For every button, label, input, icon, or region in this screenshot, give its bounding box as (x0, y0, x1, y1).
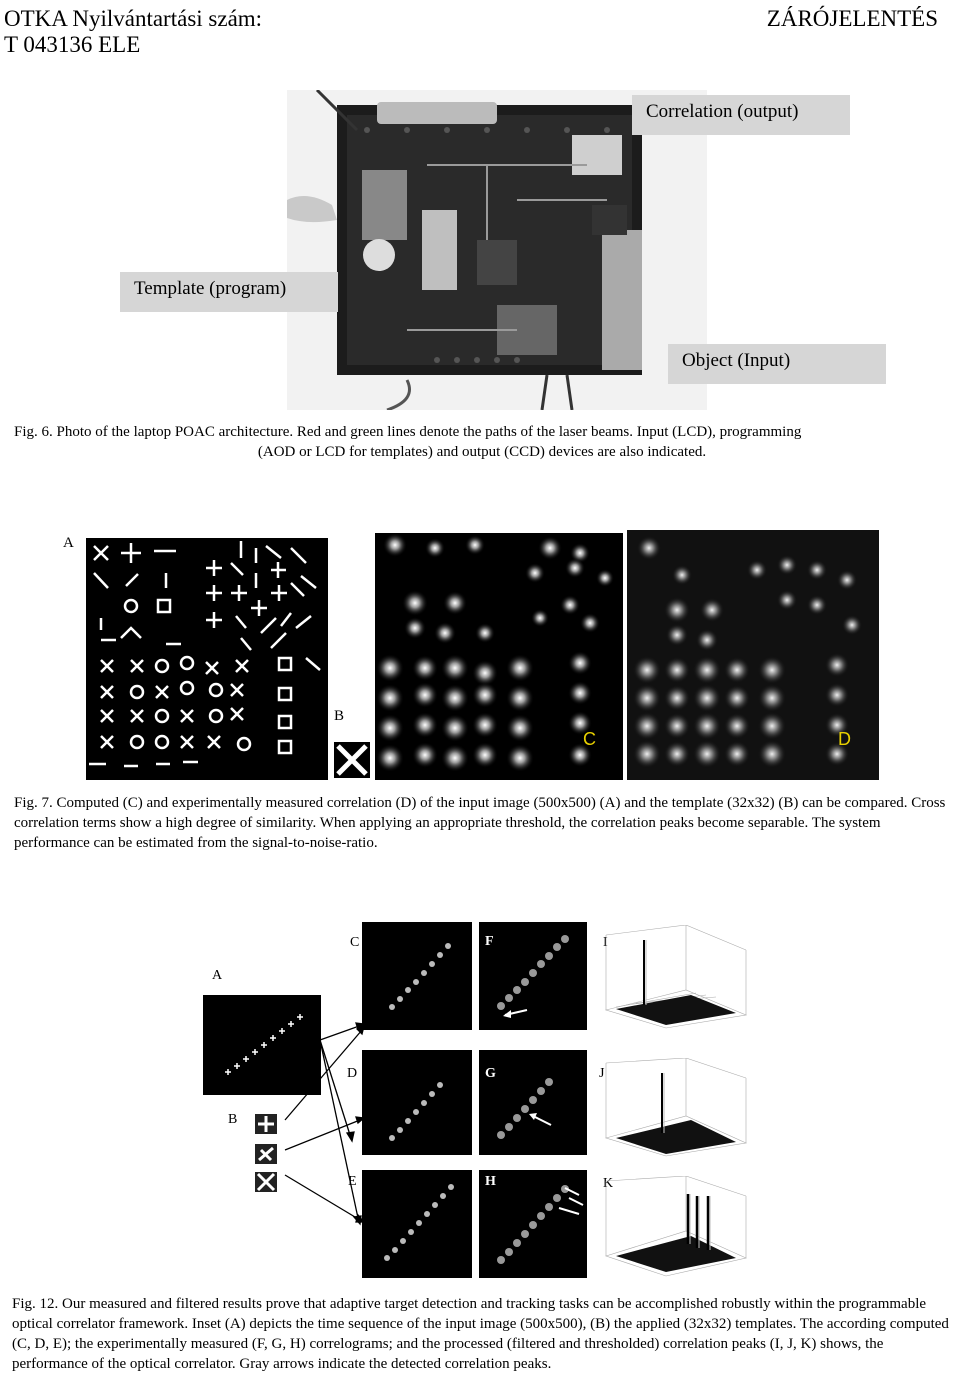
fig12-peak-plot-k (596, 1176, 756, 1281)
fig12-label-d: D (347, 1066, 358, 1081)
fig12-computed-e (362, 1170, 472, 1278)
fig12-label-g: G (485, 1066, 496, 1081)
fig12-computed-c (362, 922, 472, 1030)
fig7-measured-correlation (627, 530, 879, 780)
template-x-icon (332, 740, 372, 780)
fig12-label-h: H (485, 1174, 496, 1189)
label-object-input: Object (Input) (668, 344, 886, 384)
fig12-caption: Fig. 12. Our measured and filtered results prove that adaptive target detection and tracking tasks can be accomplished robustly within the programmable optical correlator framework. Inset (A) depicts the time sequence of the input image (500x500), (B) the applied (32x32) templates. The according computed (C, D, E); the experimentally measured (F, G, H) correlograms; and the processed (filtered and thresholded) correlation peaks (I, J, K) shows, the performance of the optical correlator. Gray arrows indicate the detected correlation peaks. (12, 1296, 949, 1372)
fig12-label-b: B (228, 1112, 238, 1127)
fig6-photo (287, 90, 707, 410)
fig12-computed-d (362, 1050, 472, 1155)
label-template-program: Template (program) (120, 272, 338, 312)
diagonal-peaks (362, 922, 472, 1030)
fig12-measured-h (479, 1170, 587, 1278)
fig12-template-1 (249, 1112, 283, 1136)
fig7-label-a: A (63, 535, 74, 551)
header-project-id: OTKA Nyilvántartási szám: (4, 6, 263, 31)
header-report-title: ZÁRÓJELENTÉS (766, 6, 938, 31)
fig12-label-i: I (603, 935, 608, 950)
fig12-template-3 (249, 1170, 283, 1194)
template-plus-icon (249, 1112, 283, 1136)
fig12-label-c: C (350, 935, 360, 950)
symbols-grid (86, 538, 328, 780)
header-project-code: T 043136 ELE (4, 32, 141, 57)
fig12-label-e: E (348, 1174, 357, 1189)
fig12-label-j: J (599, 1066, 605, 1081)
fig12-connector-arrows (280, 1010, 370, 1230)
fig7-input-image (86, 538, 328, 780)
fig7-template-x (332, 740, 372, 780)
fig7-label-c: C (583, 729, 596, 749)
fig6-caption-line1: Fig. 6. Photo of the laptop POAC architecture. Red and green lines denote the paths of the laser beams. Input (LCD), programming (14, 424, 802, 440)
fig12-label-f: F (485, 934, 494, 949)
fig12-label-a: A (212, 968, 223, 983)
optical-bench-illustration (287, 90, 707, 410)
fig7-label-d: D (838, 729, 851, 749)
fig12-measured-g (479, 1050, 587, 1155)
fig12-measured-f (479, 922, 587, 1030)
fig7-label-b: B (334, 708, 345, 724)
template-rotated-icon (249, 1142, 283, 1166)
measured-peaks-f (479, 922, 587, 1030)
fig12-template-2 (249, 1142, 283, 1166)
fig12-peak-plot-i (596, 925, 756, 1030)
label-correlation-output: Correlation (output) (632, 95, 850, 135)
fig7-computed-correlation (375, 533, 623, 780)
diagonal-peaks-2 (362, 1050, 472, 1155)
fig12-peak-plot-j (596, 1058, 756, 1158)
template-x-icon-2 (249, 1170, 283, 1194)
fig6-caption-line2: (AOD or LCD for templates) and output (CCD) devices are also indicated. (257, 444, 707, 460)
fig7-caption: Fig. 7. Computed (C) and experimentally measured correlation (D) of the input image (500x500) (A) and the template (32x32) (B) can be compared. Cross correlation terms show a high degree of similarity. When applying an appropriate threshold, the correlation peaks become separable. The system performance can be estimated from the signal-to-noise-ratio. (14, 795, 946, 851)
fig12-label-k: K (603, 1176, 614, 1191)
diagonal-peaks-3 (362, 1170, 472, 1278)
